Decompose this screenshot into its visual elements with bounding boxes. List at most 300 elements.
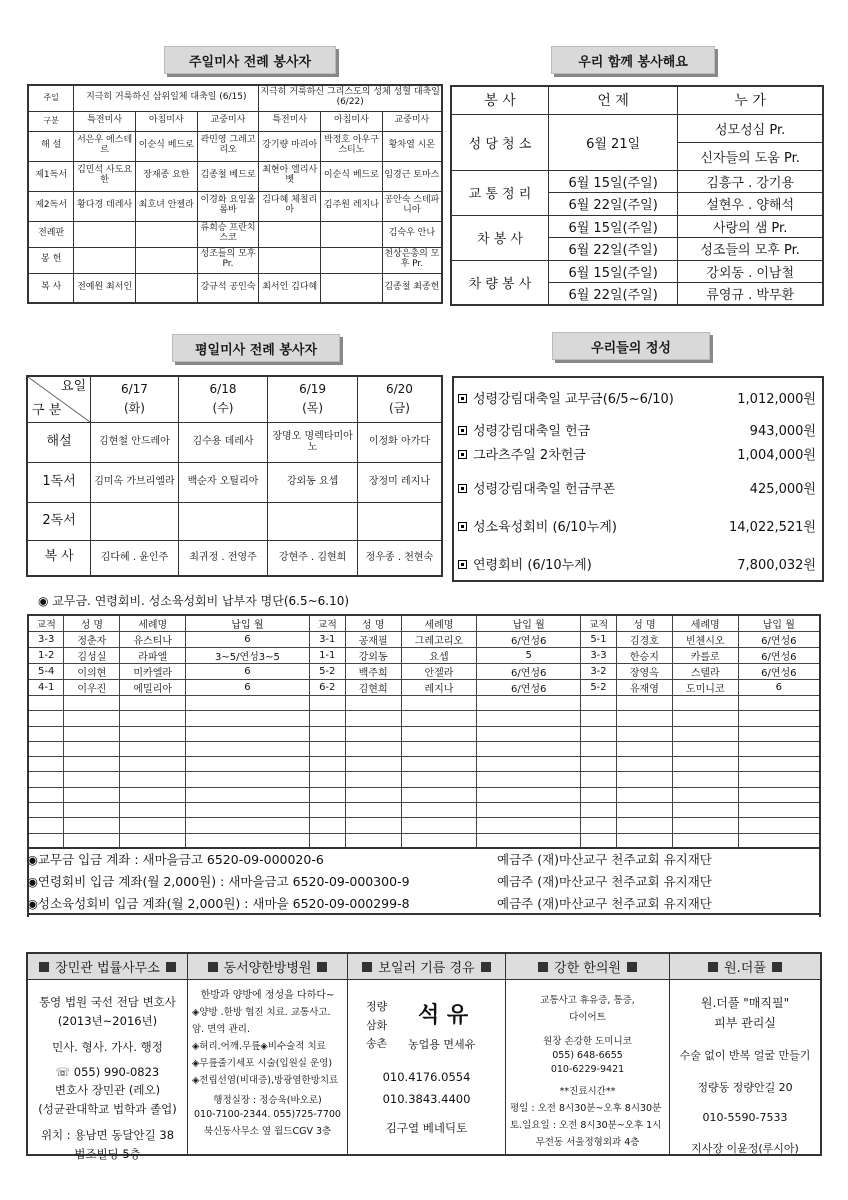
payer-cell xyxy=(738,696,820,711)
payer-cell: 6/연성6 xyxy=(477,680,581,696)
account-holder: 예금주 (재)마산교구 천주교회 유지재단 xyxy=(497,852,712,867)
payer-cell xyxy=(64,711,120,726)
payer-cell xyxy=(120,711,186,726)
payer-cell xyxy=(309,757,345,772)
payer-cell xyxy=(401,772,477,787)
payer-cell xyxy=(581,696,617,711)
payer-cell xyxy=(401,726,477,741)
payer-cell xyxy=(345,726,401,741)
ad-line: ◈허리.어깨.무릎◈비수술적 치료 xyxy=(192,1041,326,1052)
ad-line: 055) 648-6655 xyxy=(552,1050,623,1061)
ad-line: 원.더풀 "매직필" xyxy=(700,996,790,1010)
payer-cell xyxy=(120,787,186,802)
payer-cell: 장영옥 xyxy=(616,664,672,680)
traffic-date: 6월 22일(주일) xyxy=(548,193,677,216)
payer-cell: 5-2 xyxy=(581,680,617,696)
day-header xyxy=(268,376,358,422)
payer-cell xyxy=(672,711,738,726)
traffic-who: 설현우 . 양해석 xyxy=(678,193,823,216)
bullet-icon xyxy=(458,484,467,493)
ad-line: 한방과 양방에 정성을 다하다~ xyxy=(200,990,335,1001)
payer-cell xyxy=(477,726,581,741)
payer-cell xyxy=(401,741,477,756)
payer-cell: 6-2 xyxy=(309,680,345,696)
payers-header: 교적 xyxy=(28,615,64,632)
payer-cell xyxy=(477,787,581,802)
cell: 장명오 명렉타미아노 xyxy=(268,422,358,462)
row-label: 해설 xyxy=(27,422,91,462)
table-row xyxy=(28,648,820,664)
bullet-icon xyxy=(458,394,467,403)
payer-cell: 3-1 xyxy=(309,632,345,648)
payer-cell xyxy=(64,696,120,711)
payer-cell xyxy=(309,787,345,802)
payer-cell: 6/연성6 xyxy=(738,648,820,664)
weekday-servers-title: 평일미사 전례 봉사자 xyxy=(172,334,340,362)
cell: 김수용 데레사 xyxy=(178,422,268,462)
payer-cell: 그레고리오 xyxy=(401,632,477,648)
offering-amount: 425,000원 xyxy=(749,482,816,497)
cell xyxy=(74,221,136,247)
corner-kind: 구 분 xyxy=(32,402,62,418)
payer-cell xyxy=(345,757,401,772)
table-row xyxy=(28,696,820,711)
payer-cell xyxy=(309,711,345,726)
ad-line: 다이어트 xyxy=(569,1012,606,1023)
payer-cell xyxy=(186,741,310,756)
volunteer-title: 우리 함께 봉사해요 xyxy=(551,46,715,74)
payer-cell xyxy=(401,803,477,818)
payer-cell xyxy=(738,711,820,726)
day-dow: (화) xyxy=(123,401,145,416)
cell: 김종철 베드로 xyxy=(197,161,259,191)
cell: 천상은총의 모후 Pr. xyxy=(382,247,442,273)
ad-line: 통영 법원 국선 전담 변호사 xyxy=(39,995,176,1009)
payer-cell: 5-1 xyxy=(581,632,617,648)
sunday-servers-table xyxy=(27,84,443,304)
payer-cell xyxy=(401,787,477,802)
payer-cell xyxy=(738,726,820,741)
cell: 김다혜 . 윤인주 xyxy=(91,540,179,576)
cleaning-who: 성모성심 Pr. xyxy=(678,114,823,142)
payer-cell xyxy=(738,787,820,802)
payer-cell xyxy=(477,803,581,818)
block-icon xyxy=(538,962,548,972)
payer-cell xyxy=(345,787,401,802)
ad-line: 송촌 xyxy=(366,1037,388,1051)
ad-line: 정량 xyxy=(366,1000,388,1013)
cell: 류희승 프란치스코 xyxy=(197,221,259,247)
payer-cell: 카를로 xyxy=(672,648,738,664)
payers-header: 납입 월 xyxy=(477,615,581,632)
payer-cell: 5 xyxy=(477,648,581,664)
traffic-date: 6월 15일(주일) xyxy=(548,170,677,193)
payer-cell xyxy=(345,741,401,756)
tea-date: 6월 22일(주일) xyxy=(548,238,677,261)
payer-cell xyxy=(738,818,820,833)
cell xyxy=(321,247,383,273)
payer-cell xyxy=(616,803,672,818)
day-header xyxy=(357,376,442,422)
cell xyxy=(135,247,197,273)
block-icon xyxy=(208,962,218,972)
feast-1: 지극히 거룩하신 삼위일체 대축일 (6/15) xyxy=(74,85,259,111)
offering-item xyxy=(458,478,816,497)
offering-amount: 7,800,032원 xyxy=(737,558,816,573)
payers-table xyxy=(27,614,821,849)
cell: 강규석 공인숙 xyxy=(197,273,259,303)
tea-date: 6월 15일(주일) xyxy=(548,215,677,238)
row-label: 2독서 xyxy=(27,502,91,540)
cell: 김주원 레지나 xyxy=(321,191,383,221)
cell: 장정미 레지나 xyxy=(357,462,442,502)
offering-item xyxy=(458,554,816,573)
payer-cell xyxy=(28,787,64,802)
ad-skincare xyxy=(670,954,820,1154)
traffic-label: 교 통 정 리 xyxy=(451,170,548,215)
payer-cell xyxy=(309,741,345,756)
payer-cell xyxy=(345,803,401,818)
tea-who: 사랑의 샘 Pr. xyxy=(678,215,823,238)
cell: 최호녀 안젤라 xyxy=(135,191,197,221)
cell: 곽민영 그레고리오 xyxy=(197,131,259,161)
payers-header: 교적 xyxy=(581,615,617,632)
ad-line: ◈무릎줄기세포 시술(입원실 운영) xyxy=(192,1058,333,1069)
payer-cell xyxy=(120,818,186,833)
block-icon xyxy=(166,962,176,972)
cell: 이정화 아가다 xyxy=(357,422,442,462)
cell xyxy=(135,221,197,247)
payer-cell: 공재필 xyxy=(345,632,401,648)
volunteer-header: 누 가 xyxy=(678,86,823,114)
payer-cell xyxy=(186,726,310,741)
payer-cell xyxy=(345,818,401,833)
cell: 장재종 요한 xyxy=(135,161,197,191)
payer-cell xyxy=(477,741,581,756)
payer-cell xyxy=(738,803,820,818)
volunteer-header: 언 제 xyxy=(548,86,677,114)
payer-cell: 김성실 xyxy=(64,648,120,664)
payer-cell xyxy=(345,711,401,726)
offering-name: 성령강림대축일 헌금 xyxy=(473,424,591,439)
ad-line: 법조빌딩 5층 xyxy=(74,1147,141,1161)
block-icon xyxy=(772,962,782,972)
payer-cell xyxy=(616,741,672,756)
ad-line: 암. 면역 관리. xyxy=(192,1024,250,1035)
tea-who: 성조들의 모후 Pr. xyxy=(678,238,823,261)
cell: 이경화 요임올롬바 xyxy=(197,191,259,221)
payers-header: 교적 xyxy=(309,615,345,632)
payers-header: 세례명 xyxy=(401,615,477,632)
payer-cell xyxy=(581,711,617,726)
payer-cell xyxy=(120,696,186,711)
ad-line: 010-6229-9421 xyxy=(550,1064,625,1075)
offering-name: 성령강림대축일 교무금(6/5~6/10) xyxy=(473,392,674,407)
payer-cell: 정춘자 xyxy=(64,632,120,648)
cell: 황차열 시몬 xyxy=(382,131,442,161)
payers-header: 납입 월 xyxy=(738,615,820,632)
payer-cell xyxy=(28,757,64,772)
account-holder: 예금주 (재)마산교구 천주교회 유지재단 xyxy=(497,896,712,911)
payer-cell xyxy=(672,741,738,756)
payer-cell xyxy=(120,803,186,818)
ad-line: 석 유 xyxy=(418,1003,469,1028)
payer-cell xyxy=(64,757,120,772)
ad-line: 김구열 베네딕토 xyxy=(385,1121,468,1135)
car-date: 6월 15일(주일) xyxy=(548,260,677,283)
ad-line: 지사장 이윤정(루시아) xyxy=(691,1142,799,1155)
cell: 강외동 요셉 xyxy=(268,462,358,502)
cell xyxy=(321,221,383,247)
payer-cell: 6 xyxy=(186,632,310,648)
payer-cell xyxy=(401,696,477,711)
day-header xyxy=(91,376,179,422)
payer-cell xyxy=(28,726,64,741)
payer-cell: 3~5/연성3~5 xyxy=(186,648,310,664)
ad-line: 수술 없이 반복 얼굴 만들기 xyxy=(679,1049,811,1062)
table-row xyxy=(28,741,820,756)
payers-header: 납입 월 xyxy=(186,615,310,632)
payer-cell xyxy=(64,818,120,833)
payer-cell xyxy=(64,726,120,741)
payer-cell: 백주희 xyxy=(345,664,401,680)
account-info: ◉교무금 입금 계좌 : 새마을금고 6520-09-000020-6 xyxy=(27,852,324,867)
payer-cell: 레지나 xyxy=(401,680,477,696)
row-label: 해 설 xyxy=(28,131,74,161)
tea-label: 차 봉 사 xyxy=(451,215,548,260)
table-row xyxy=(28,787,820,802)
cell: 박정호 아우구스티노 xyxy=(321,131,383,161)
ad-line: 평일 : 오전 8시30분~오후 8시30분 xyxy=(510,1103,662,1114)
cell: 김민석 사도요한 xyxy=(74,161,136,191)
cell: 공안숙 스테파니아 xyxy=(382,191,442,221)
ad-line: 삼화 xyxy=(366,1018,388,1032)
payer-cell xyxy=(186,772,310,787)
bullet-icon xyxy=(458,522,467,531)
cell: 김종철 최종헌 xyxy=(382,273,442,303)
ad-line: 010.4176.0554 xyxy=(382,1070,471,1084)
payer-cell: 스텔라 xyxy=(672,664,738,680)
account-info: ◉연령회비 입금 계좌(월 2,000원) : 새마을금고 6520-09-000300-9 xyxy=(27,874,410,889)
offerings-title: 우리들의 정성 xyxy=(552,332,710,360)
car-who: 강외동 . 이남철 xyxy=(678,260,823,283)
cell: 정우종 . 천현숙 xyxy=(357,540,442,576)
cell: 김미옥 가브리엘라 xyxy=(91,462,179,502)
cell: 최귀정 . 전영주 xyxy=(178,540,268,576)
payer-cell xyxy=(616,726,672,741)
payers-header: 성 명 xyxy=(616,615,672,632)
payer-cell xyxy=(186,757,310,772)
day-dow: (수) xyxy=(212,401,234,416)
payer-cell xyxy=(581,757,617,772)
payer-cell xyxy=(477,757,581,772)
payer-cell: 유재영 xyxy=(616,680,672,696)
payer-cell xyxy=(581,741,617,756)
payer-cell xyxy=(120,726,186,741)
cell: 최서인 김다혜 xyxy=(259,273,321,303)
payer-cell xyxy=(477,711,581,726)
day-date: 6/19 xyxy=(299,382,327,397)
payer-cell: 이의현 xyxy=(64,664,120,680)
cell: 임경근 토마스 xyxy=(382,161,442,191)
cell xyxy=(268,502,358,540)
payer-cell xyxy=(28,772,64,787)
ad-line: 토.일요일 : 오전 8시30분~오후 1시 xyxy=(510,1120,662,1131)
payer-cell xyxy=(345,772,401,787)
ad-line: 북신동사무소 옆 월드CGV 3층 xyxy=(203,1126,332,1137)
payer-cell: 요셉 xyxy=(401,648,477,664)
cell xyxy=(357,502,442,540)
cell: 백순자 오틸리아 xyxy=(178,462,268,502)
cell: 이순식 베드로 xyxy=(135,131,197,161)
payer-cell: 에밀리아 xyxy=(120,680,186,696)
mass-header: 특전미사 xyxy=(74,111,136,131)
volunteer-header: 봉 사 xyxy=(451,86,548,114)
payer-cell: 5-2 xyxy=(309,664,345,680)
corner-dow: 요일 xyxy=(61,379,87,394)
cell xyxy=(178,502,268,540)
payer-cell xyxy=(616,818,672,833)
ad-line: ☏ 055) 990-0823 xyxy=(55,1065,160,1079)
cell: 강기량 마리아 xyxy=(259,131,321,161)
offering-amount: 1,004,000원 xyxy=(737,448,816,463)
payer-cell xyxy=(28,818,64,833)
offering-name: 연령회비 (6/10누계) xyxy=(473,558,592,573)
payer-cell xyxy=(477,696,581,711)
payers-header: 세례명 xyxy=(120,615,186,632)
day-date: 6/17 xyxy=(120,382,148,397)
payer-cell xyxy=(64,741,120,756)
payer-cell: 6/연성6 xyxy=(477,632,581,648)
row-label: 1독서 xyxy=(27,462,91,502)
ad-line: 교통사고 휴유증, 통증, xyxy=(540,995,635,1006)
cell: 성조들의 모후 Pr. xyxy=(197,247,259,273)
payer-cell xyxy=(401,818,477,833)
cell xyxy=(259,247,321,273)
payer-cell xyxy=(186,696,310,711)
payer-cell: 안젤라 xyxy=(401,664,477,680)
weekday-corner xyxy=(27,376,91,422)
ad-line: **진료시간** xyxy=(559,1086,616,1097)
payer-cell: 강외동 xyxy=(345,648,401,664)
table-row xyxy=(28,664,820,680)
payer-cell xyxy=(477,772,581,787)
payer-cell xyxy=(309,772,345,787)
table-row xyxy=(28,632,820,648)
payer-cell xyxy=(309,803,345,818)
payer-cell xyxy=(186,711,310,726)
block-icon xyxy=(317,962,327,972)
ad-line: 민사. 형사. 가사. 행정 xyxy=(52,1040,163,1054)
payer-cell xyxy=(581,803,617,818)
payer-cell xyxy=(581,818,617,833)
cell: 전예원 최서인 xyxy=(74,273,136,303)
payers-header: 세례명 xyxy=(672,615,738,632)
table-row xyxy=(28,818,820,833)
block-icon xyxy=(39,962,49,972)
volunteer-table xyxy=(450,85,824,306)
ad-law-office xyxy=(28,954,188,1161)
ad-title: 동서양한방병원 xyxy=(223,961,312,976)
payer-cell: 이우진 xyxy=(64,680,120,696)
ad-line: 피부 관리실 xyxy=(714,1016,776,1030)
bullet-icon xyxy=(458,450,467,459)
ad-line: 위치 : 용남면 동달안길 38 xyxy=(40,1128,175,1142)
cleaning-label: 성 당 청 소 xyxy=(451,114,548,170)
payer-cell xyxy=(672,803,738,818)
payer-cell xyxy=(401,711,477,726)
row-label: 제2독서 xyxy=(28,191,74,221)
payer-cell: 유스티나 xyxy=(120,632,186,648)
payer-cell xyxy=(581,787,617,802)
day-dow: (목) xyxy=(302,401,324,416)
payer-cell xyxy=(672,787,738,802)
payer-cell xyxy=(64,787,120,802)
block-icon xyxy=(481,962,491,972)
corner-label: 주일 xyxy=(28,85,74,111)
offering-name: 성소육성회비 (6/10누계) xyxy=(473,520,617,535)
ad-fuel xyxy=(348,954,506,1154)
payer-cell xyxy=(581,726,617,741)
payer-cell xyxy=(120,741,186,756)
mass-header: 특전미사 xyxy=(259,111,321,131)
ad-line: 행정실장 : 정승욱(바오로) xyxy=(213,1095,322,1106)
payer-cell xyxy=(120,757,186,772)
payer-cell: 3-3 xyxy=(28,632,64,648)
offering-amount: 14,022,521원 xyxy=(729,520,816,535)
ad-line: 010.3843.4400 xyxy=(382,1092,471,1106)
ad-line: 010-5590-7533 xyxy=(702,1111,788,1124)
mass-header: 교중미사 xyxy=(382,111,442,131)
ad-line: 정량동 정량안길 20 xyxy=(697,1081,793,1094)
ad-hospital xyxy=(188,954,348,1154)
payer-cell: 1-2 xyxy=(28,648,64,664)
ad-line: 무전동 서울정형외과 4층 xyxy=(535,1137,640,1148)
ad-clinic xyxy=(506,954,670,1154)
account-holder: 예금주 (재)마산교구 천주교회 유지재단 xyxy=(497,874,712,889)
cell xyxy=(91,502,179,540)
payer-cell xyxy=(616,772,672,787)
row-label: 복 사 xyxy=(27,540,91,576)
payer-cell xyxy=(738,772,820,787)
payer-cell xyxy=(309,726,345,741)
payer-cell: 6 xyxy=(186,680,310,696)
offering-name: 성령강림대축일 헌금쿠폰 xyxy=(473,482,616,497)
payers-heading: ◉ 교무금. 연령회비. 성소육성회비 납부자 명단(6.5~6.10) xyxy=(38,594,350,608)
payer-cell: 6 xyxy=(738,680,820,696)
cell: 최현아 엘리사벳 xyxy=(259,161,321,191)
ad-line: (성균관대학교 법학과 졸업) xyxy=(38,1102,177,1116)
cell xyxy=(135,273,197,303)
cell xyxy=(321,273,383,303)
payer-cell: 라파엘 xyxy=(120,648,186,664)
payer-cell xyxy=(616,787,672,802)
payers-header-row xyxy=(28,615,820,632)
offering-amount: 1,012,000원 xyxy=(737,392,816,407)
cell xyxy=(74,247,136,273)
payer-cell xyxy=(672,696,738,711)
payer-cell xyxy=(477,818,581,833)
payer-cell: 4-1 xyxy=(28,680,64,696)
offerings-box xyxy=(452,376,824,582)
offering-item xyxy=(458,420,816,439)
ad-line: ◈양방 .한방 협진 치료. 교통사고. xyxy=(192,1007,331,1018)
payer-cell: 한승지 xyxy=(616,648,672,664)
cell: 황다경 데레사 xyxy=(74,191,136,221)
block-icon xyxy=(627,962,637,972)
payer-cell xyxy=(672,726,738,741)
mass-header: 아침미사 xyxy=(135,111,197,131)
